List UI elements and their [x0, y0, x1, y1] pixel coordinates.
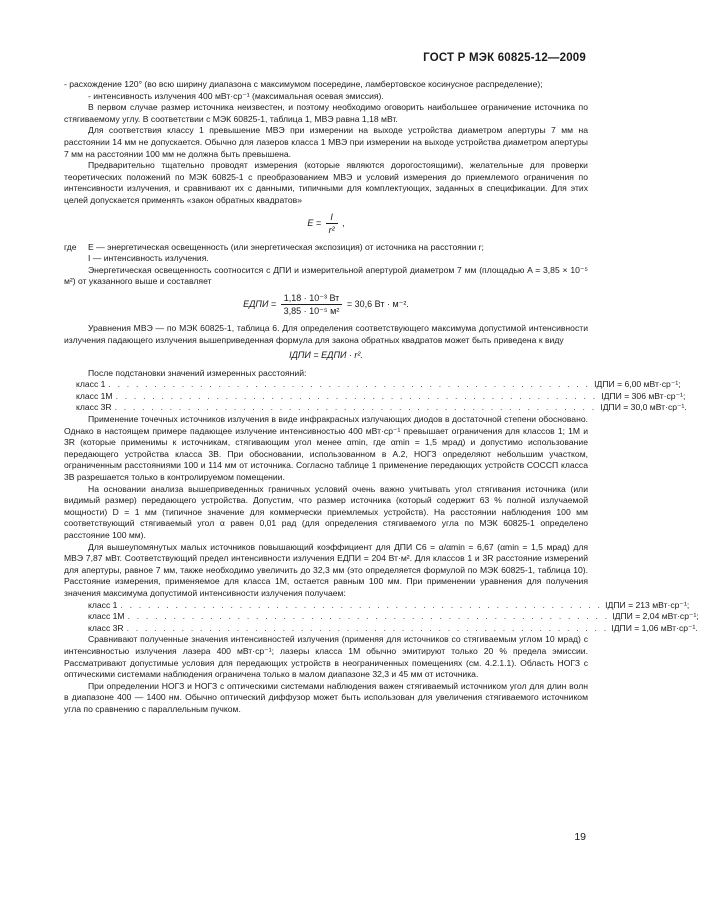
class-value: IДПИ = 2,04 мВт·ср⁻¹; — [612, 611, 699, 622]
paragraph: Для соответствия классу 1 превышение МВЭ при измерении на выходе устройства диаметром апертуры 7 мм на расстоянии 14 мм не допускается. Обычно для лазеров класса 1 МВЭ при измерении на выходе устройства диаметром апертуры 7 мм на расстоянии 100 мм не должна быть превышена. — [64, 125, 588, 159]
paragraph: Применение точечных источников излучения в виде инфракрасных излучающих диодов в достаточной степени обосновано. Однако в настоящем примере падающее излучение интенсивностью 400 мВт·ср⁻¹ превышает ограничения для классов 1; 1М и 3R (которые применимы к источникам, стягивающим угол менее αmin, где αmin = 1,5 мрад) и допустимо использование передающего устройства класса 3В. При обосновании, использованном в А.2, НОГЗ определяют небольшим участком, ограниченным расстояниями 100 и 114 мм от источника. Согласно таблице 1 применение передающих устройств СОССП класса 3В разрешается только в контролируемом помещении. — [64, 414, 588, 483]
document-header: ГОСТ Р МЭК 60825-12—2009 — [423, 52, 586, 64]
paragraph: - интенсивность излучения 400 мВт·ср⁻¹ (максимальная осевая эмиссия). — [88, 90, 384, 101]
formula-lhs: E = — [307, 217, 322, 228]
where-label: где — [64, 241, 77, 252]
fraction-denominator: r² — [328, 224, 335, 235]
definition-i — [64, 253, 588, 265]
fraction-denominator: 3,85 · 10⁻⁵ м² — [283, 305, 340, 316]
class-label: класс 1 — [76, 379, 106, 390]
definition-e — [64, 242, 588, 254]
list-item — [64, 402, 687, 414]
leader-dots: . . . . . . . . . . . . . . . . . . . . . . . . . . . . . . . . . . . . . . . . . . . . . . . . . . . . . — [127, 611, 610, 622]
class-list-measured — [64, 379, 687, 414]
class-value: IДПИ = 30,0 мВт·ср⁻¹. — [600, 402, 687, 413]
paragraph: Уравнения МВЭ — по МЭК 60825-1, таблица 6. Для определения соответствующего максимума допустимой интенсивности излучения падающего излучения вышеприведенная формула для закона обратных квадратов может быть приведена к виду — [64, 322, 588, 345]
document-body — [64, 79, 699, 716]
paragraph: После подстановки значений измеренных расстояний: — [88, 367, 307, 378]
formula-intensity — [64, 350, 588, 362]
paragraph: Сравнивают полученные значения интенсивностей излучения (применяя для источников со стягиваемым углом 10 мрад) с интенсивностью излучения лазера 400 мВт·ср⁻¹; лазеры класса 1М обычно эмитируют только 20 % предела эмиссии. Рассматривают допустимые условия для передающих устройств в неограниченных помещениях (см. 4.2.1.1). Область НОГЗ с оптическими системами наблюдения ограничена только в малом диапазоне 32,3 и 45 мм от источника. — [64, 634, 588, 680]
class-label: класс 1М — [76, 390, 113, 401]
list-item — [64, 390, 686, 403]
leader-dots: . . . . . . . . . . . . . . . . . . . . . . . . . . . . . . . . . . . . . . . . . . . . . . . . . . . . . — [120, 599, 603, 610]
formula-irradiance — [64, 292, 588, 317]
class-label: класс 1М — [88, 611, 125, 622]
paragraph: Предварительно тщательно проводят измерения (которые являются дорогостоящими), желательные для проверки теоретических положений по МЭК 60825-1 с преобразованием МВЭ и условий измерения до приемлемого ограничения по интенсивности излучения, и сравнивают их с данными, типичными для комплектующих, заданных в спецификации. Для этих целей допускается применять «закон обратных квадратов» — [64, 160, 588, 205]
page-number: 19 — [574, 831, 586, 843]
list-item — [64, 622, 698, 635]
class-list-computed — [64, 599, 699, 635]
leader-dots: . . . . . . . . . . . . . . . . . . . . . . . . . . . . . . . . . . . . . . . . . . . . . . . . . . . . . — [114, 402, 597, 413]
fraction — [281, 292, 343, 317]
leader-dots: . . . . . . . . . . . . . . . . . . . . . . . . . . . . . . . . . . . . . . . . . . . . . . . . . . . . . — [115, 390, 598, 401]
formula-rhs: = 30,6 Вт · м⁻². — [346, 298, 409, 309]
paragraph: В первом случае размер источника неизвестен, и поэтому необходимо оговорить наибольшее ограничение источника по стягиваемому углу. В соответствии с МЭК 60825-1, таблица 1, МВЭ равна 1,18 мВт. — [64, 102, 588, 124]
class-label: класс 3R — [88, 622, 124, 633]
fraction-numerator: I — [326, 211, 338, 224]
leader-dots: . . . . . . . . . . . . . . . . . . . . . . . . . . . . . . . . . . . . . . . . . . . . . . . . . . . . . — [108, 379, 591, 390]
class-value: IДПИ = 1,06 мВт·ср⁻¹. — [611, 622, 698, 633]
class-value: IДПИ = 306 мВт·ср⁻¹; — [601, 390, 686, 401]
paragraph: Для вышеупомянутых малых источников повышающий коэффициент для ДПИ C6 = α/αmin = 6,67 (αmin = 1,5 мрад) для МВЭ 7,87 мВт. Соответствующий предел интенсивности излучения EДПИ = 204 Вт·м². Для классов 1 и 3R расстояние измерений для апертуры, равное 7 мм, также необходимо увеличить до 32,3 мм (это определяется формулой по МЭК 60825-1, таблица 10). Расстояние измерения, применяемое для класса 1М, остается равным 100 мм. При применении уравнения для получения значения максимума допустимой интенсивности излучения получаем: — [64, 541, 588, 598]
formula-inverse-square — [64, 211, 588, 236]
class-value: IДПИ = 213 мВт·ср⁻¹; — [605, 599, 690, 610]
class-label: класс 3R — [76, 402, 112, 413]
class-label: класс 1 — [88, 599, 118, 610]
formula-text: IДПИ = EДПИ · r². — [289, 350, 363, 361]
formula-tail: , — [342, 217, 345, 228]
where-spacer — [64, 253, 88, 265]
list-item — [64, 611, 699, 623]
paragraph: На основании анализа вышеприведенных граничных условий очень важно учитывать угол стягивания источника (или видимый размер) передающего устройства. Допустим, что размер источника (который содержит 63 % полной излучаемой мощности) D = 1 мм (типичное значение для коммерчески приемлемых устройств). На расстоянии наблюдения 100 мм соответствующий стягиваемый угол α равен 0,01 рад (для определения стягиваемого угла по МЭК 60825-1 определено расстояние 100 мм). — [64, 483, 588, 540]
definition-text: E — энергетическая освещенность (или энергетическая экспозиция) от источника на расстоянии r; — [88, 241, 484, 252]
definition-text: I — интенсивность излучения. — [88, 253, 209, 264]
leader-dots: . . . . . . . . . . . . . . . . . . . . . . . . . . . . . . . . . . . . . . . . . . . . . . . . . . . . . — [126, 622, 609, 633]
paragraph: - расхождение 120° (во всю ширину диапазона с максимумом посередине, ламбертовское косинусное распределение); — [64, 79, 543, 89]
paragraph: Энергетическая освещенность соотносится с ДПИ и измерительной апертурой диаметром 7 мм (площадью A = 3,85 × 10⁻⁵ м²) от указанного выше и составляет — [64, 264, 588, 287]
class-value: IДПИ = 6,00 мВт·ср⁻¹; — [594, 379, 681, 390]
fraction-numerator: 1,18 · 10⁻³ Вт — [281, 292, 343, 305]
paragraph: При определении НОГЗ и НОГЗ с оптическими системами наблюдения важен стягиваемый источником угол для длин волн в диапазоне 400 — 1400 нм. Обычно оптический диффузор может быть использован для увеличения стягиваемого источником угла по сравнению с параллельным пучком. — [64, 680, 588, 714]
formula-lhs: EДПИ = — [243, 298, 277, 309]
list-item — [64, 599, 690, 612]
fraction — [326, 211, 338, 236]
list-item — [64, 379, 681, 391]
